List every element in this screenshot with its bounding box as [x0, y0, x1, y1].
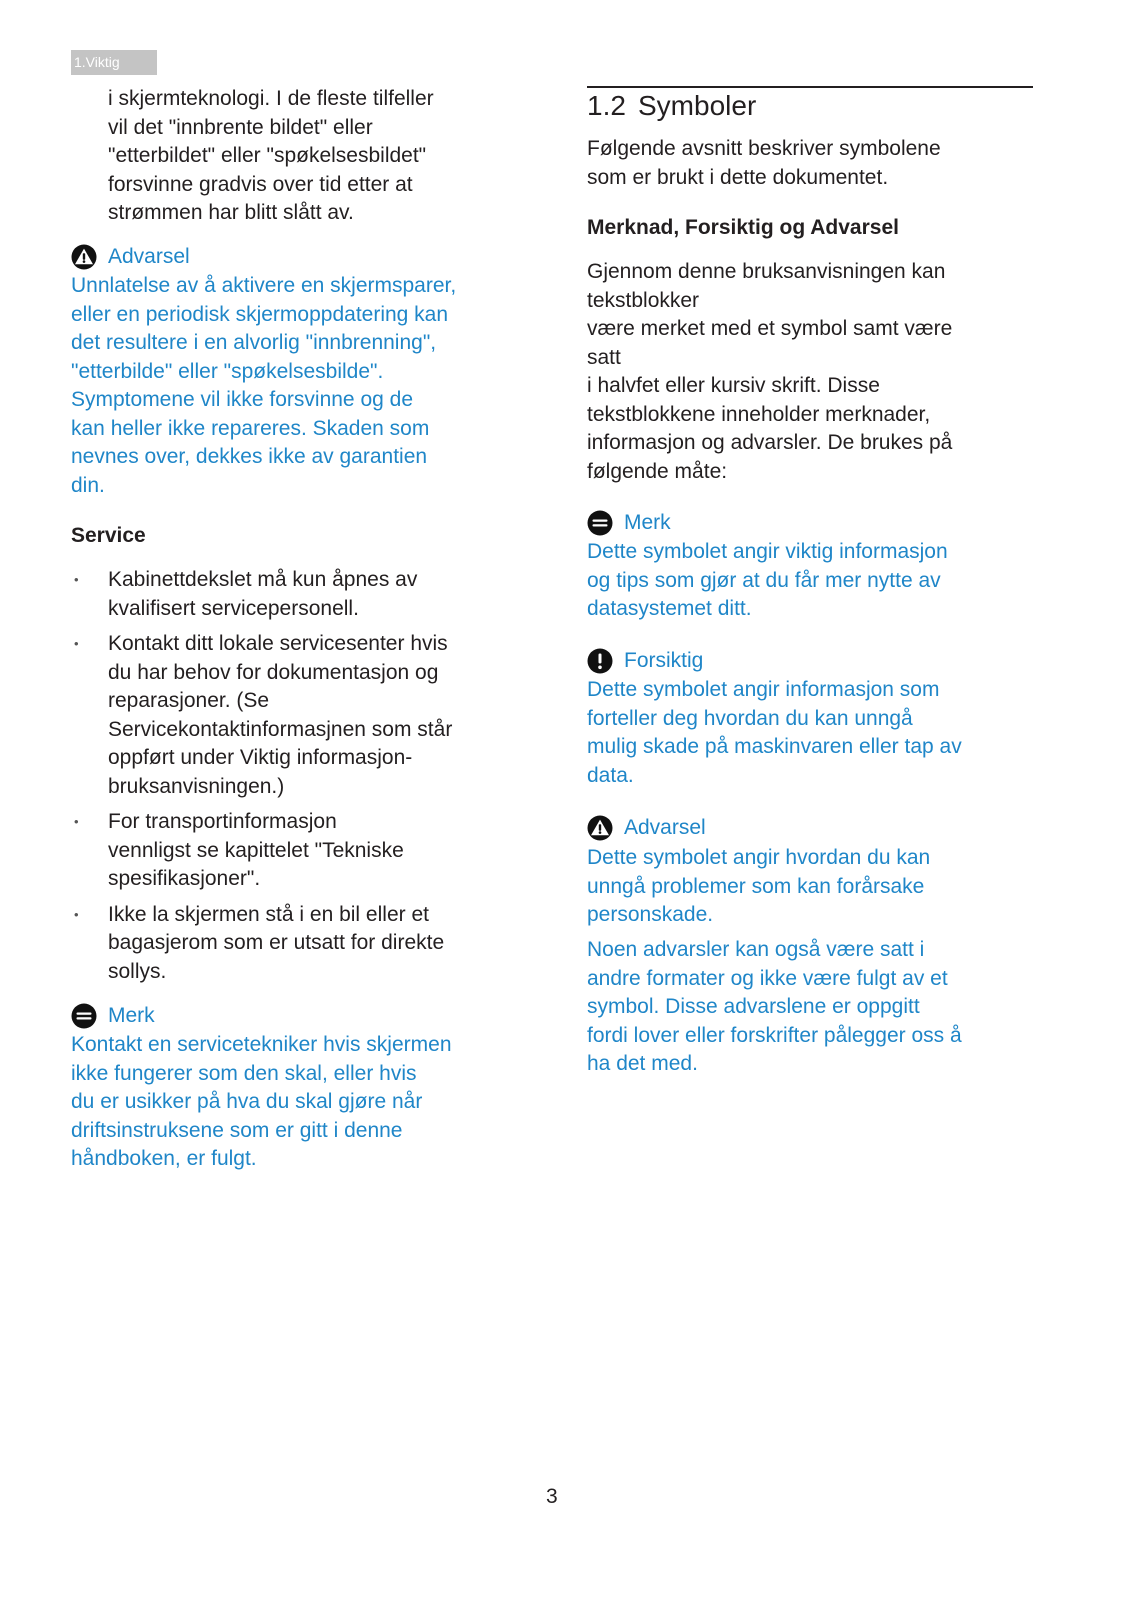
bullet-line: oppført under Viktig informasjon-	[108, 746, 413, 769]
bullet-line: kvalifisert servicepersonell.	[108, 596, 359, 620]
symbols-paragraph	[587, 258, 952, 486]
bullet-line: • For transportinformasjon	[108, 810, 337, 833]
bullet-line: • Kabinettdekslet må kun åpnes av	[108, 568, 418, 591]
text-line: Noen advarsler kan også være satt i	[587, 938, 925, 961]
symbols-subheading: Merknad, Forsiktig og Advarsel	[587, 216, 899, 239]
text-line: tekstblokkene inneholder merknader,	[587, 402, 931, 426]
note-text	[587, 538, 948, 624]
warning-icon	[71, 244, 97, 270]
service-bullet-list	[108, 566, 452, 993]
text-line: nevnes over, dekkes ikke av garantien	[71, 445, 428, 468]
text-line: forsvinne gradvis over tid etter at	[108, 172, 413, 196]
warning-text	[71, 272, 456, 500]
text-line: data.	[587, 763, 634, 787]
text-line: driftsinstruksene som er gitt i denne	[71, 1118, 403, 1142]
text-line: være merket med et symbol samt være	[587, 317, 953, 340]
text-line: ha det med.	[587, 1052, 698, 1075]
bullet-line: reparasjoner. (Se	[108, 689, 270, 712]
bullet-line: bruksanvisningen.)	[108, 774, 285, 798]
chapter-tab: 1.Viktig	[71, 50, 157, 75]
note-label: Merk	[108, 1004, 155, 1027]
warning-heading	[71, 243, 190, 272]
text-line: Symptomene vil ikke forsvinne og de	[71, 388, 413, 411]
page-number: 3	[546, 1485, 558, 1508]
text-line: Følgende avsnitt beskriver symbolene	[587, 137, 941, 160]
bullet-item	[108, 901, 452, 987]
text-line: Dette symbolet angir informasjon som	[587, 678, 940, 701]
text-line: datasystemet ditt.	[587, 597, 752, 620]
caution-label: Forsiktig	[624, 649, 704, 672]
text-line: fordi lover eller forskrifter pålegger oss å	[587, 1023, 962, 1047]
bullet-item	[108, 566, 452, 623]
text-line: informasjon og advarsler. De brukes på	[587, 431, 953, 454]
caution-heading	[587, 647, 703, 676]
bullet-line: bagasjerom som er utsatt for direkte	[108, 931, 445, 954]
service-heading: Service	[71, 524, 146, 547]
text-line: kan heller ikke repareres. Skaden som	[71, 416, 430, 440]
text-line: "etterbilde" eller "spøkelsesbilde".	[71, 359, 384, 383]
bullet-item	[108, 808, 452, 894]
intro-paragraph	[108, 85, 434, 228]
text-line: "etterbildet" eller "spøkelsesbildet"	[108, 144, 427, 167]
note-label: Merk	[624, 511, 671, 534]
text-line: vil det "innbrente bildet" eller	[108, 115, 373, 139]
additional-warning-text	[587, 936, 962, 1079]
section-heading	[587, 88, 756, 124]
note-icon	[587, 510, 613, 536]
note-heading	[71, 1002, 155, 1031]
text-line: din.	[71, 473, 105, 497]
bullet-line: • Ikke la skjermen stå i en bil eller et	[108, 902, 429, 926]
text-line: i halvfet eller kursiv skrift. Disse	[587, 374, 880, 397]
text-line: satt	[587, 345, 621, 369]
text-line: unngå problemer som kan forårsake	[587, 874, 925, 898]
caution-text	[587, 676, 962, 790]
bullet-line: du har behov for dokumentasjon og	[108, 660, 439, 684]
section-number: 1.2	[587, 90, 626, 121]
section-title: Symboler	[638, 90, 757, 121]
symbols-intro	[587, 135, 941, 192]
text-line: ikke fungerer som den skal, eller hvis	[71, 1061, 417, 1085]
text-line: strømmen har blitt slått av.	[108, 201, 354, 224]
text-line: eller en periodisk skjermoppdatering kan	[71, 302, 449, 326]
caution-icon	[587, 648, 613, 674]
note-heading	[587, 509, 671, 538]
note-text	[71, 1031, 452, 1174]
bullet-line: sollys.	[108, 959, 167, 983]
text-line: tekstblokker	[587, 288, 700, 312]
text-line: Kontakt en servicetekniker hvis skjermen	[71, 1033, 452, 1056]
text-line: håndboken, er fulgt.	[71, 1147, 257, 1170]
text-line: og tips som gjør at du får mer nytte av	[587, 568, 941, 592]
text-line: Dette symbolet angir hvordan du kan	[587, 846, 931, 869]
note-icon	[71, 1003, 97, 1029]
text-line: du er usikker på hva du skal gjøre når	[71, 1090, 423, 1113]
bullet-line: spesifikasjoner".	[108, 867, 261, 890]
bullet-line: • Kontakt ditt lokale servicesenter hvis	[108, 632, 448, 655]
text-line: som er brukt i dette dokumentet.	[587, 165, 889, 189]
warning-text	[587, 844, 930, 930]
bullet-line: vennligst se kapittelet "Tekniske	[108, 838, 404, 862]
text-line: Unnlatelse av å aktivere en skjermsparer,	[71, 274, 457, 297]
warning-label: Advarsel	[624, 816, 706, 839]
text-line: mulig skade på maskinvaren eller tap av	[587, 735, 962, 758]
text-line: følgende måte:	[587, 459, 728, 483]
text-line: andre formater og ikke være fulgt av et	[587, 966, 948, 990]
bullet-line: Servicekontaktinformasjnen som står	[108, 717, 453, 741]
text-line: det resultere i en alvorlig "innbrenning",	[71, 331, 437, 354]
bullet-item	[108, 630, 452, 801]
text-line: symbol. Disse advarslene er oppgitt	[587, 995, 920, 1018]
text-line: Dette symbolet angir viktig informasjon	[587, 540, 948, 563]
warning-heading	[587, 814, 706, 843]
warning-label: Advarsel	[108, 245, 190, 268]
text-line: i skjermteknologi. I de fleste tilfeller	[108, 87, 434, 110]
warning-icon	[587, 815, 613, 841]
text-line: Gjennom denne bruksanvisningen kan	[587, 260, 946, 283]
text-line: forteller deg hvordan du kan unngå	[587, 706, 913, 730]
text-line: personskade.	[587, 903, 714, 926]
